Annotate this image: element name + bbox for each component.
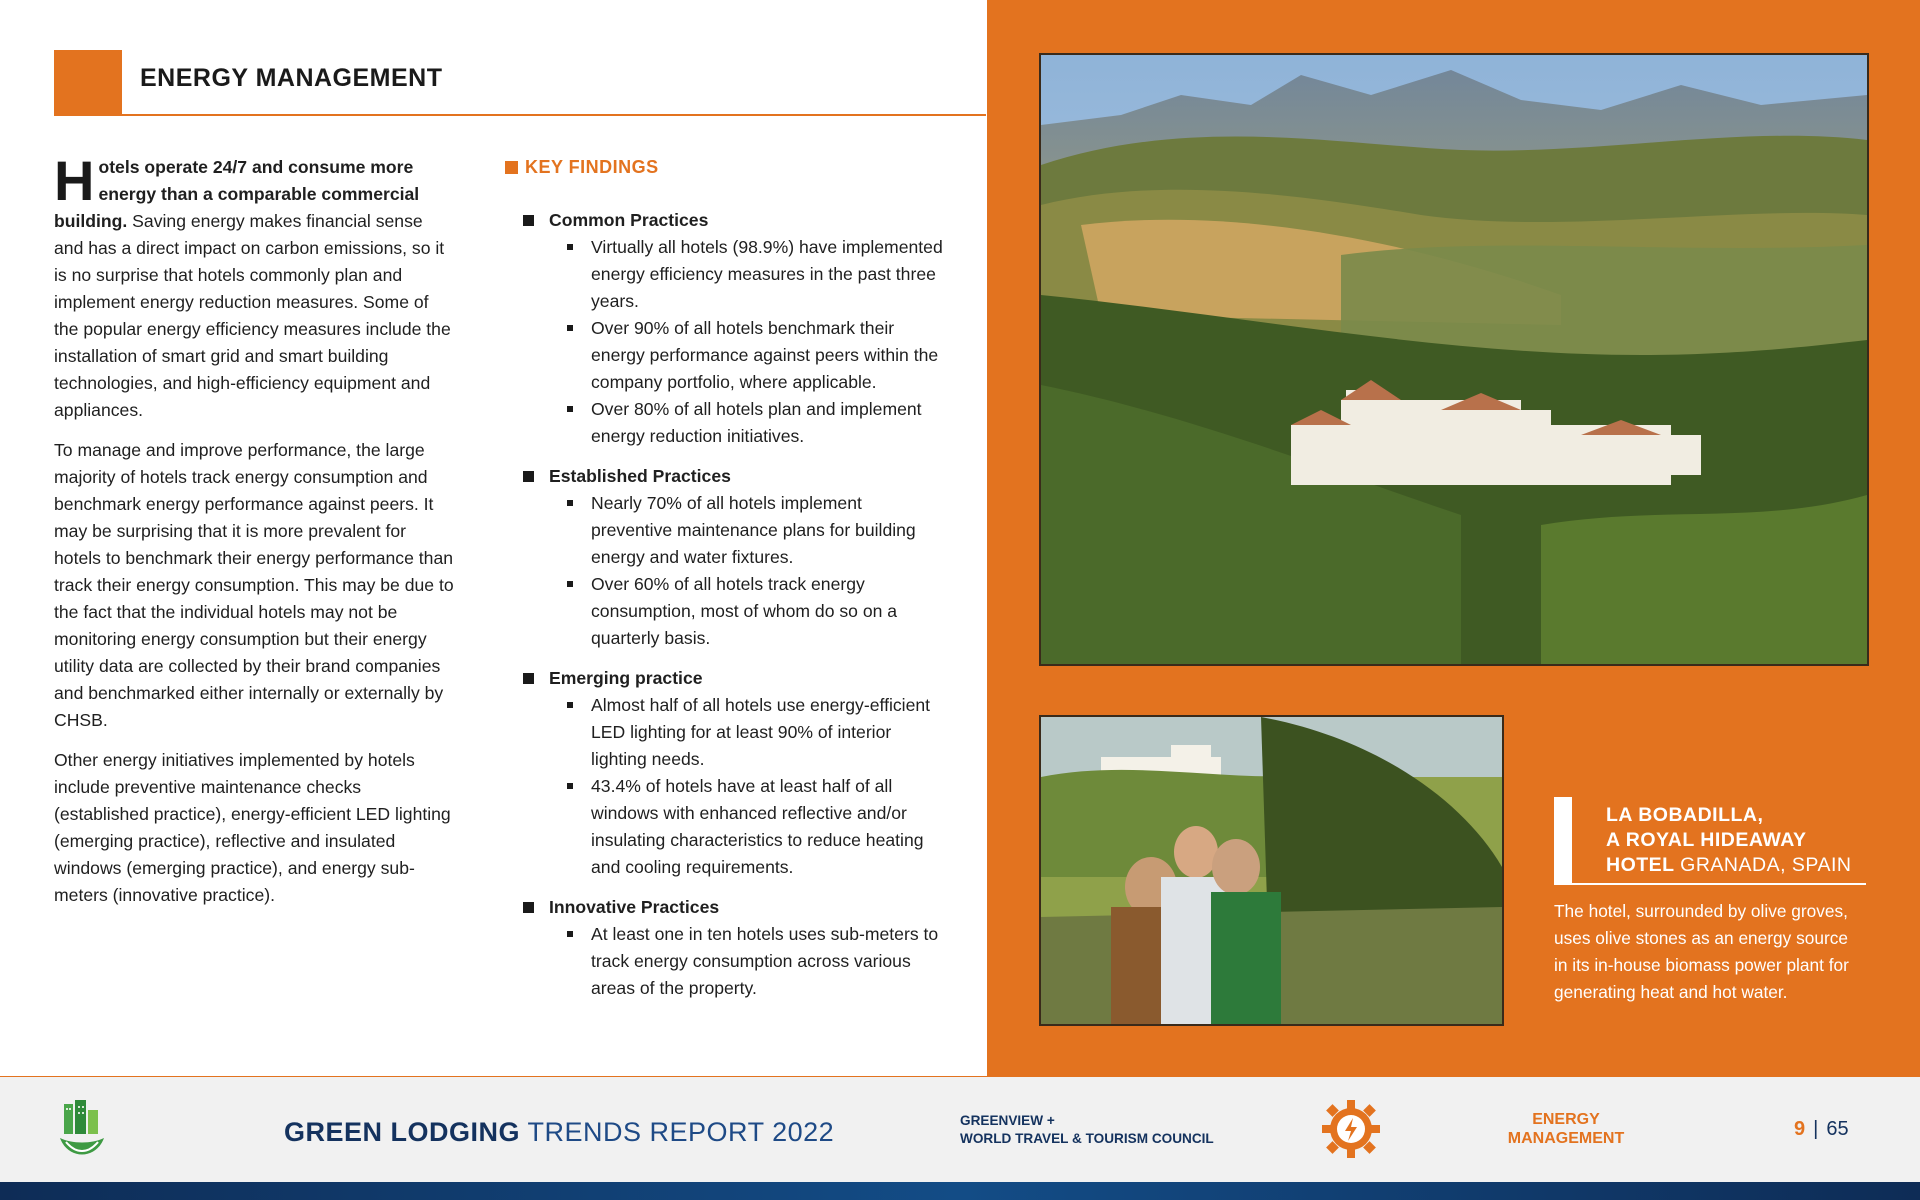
finding-item: Virtually all hotels (98.9%) have implemented energy efficiency measures in the past three years.: [565, 234, 945, 315]
lead-text: otels operate 24/7 and consume more energy than a comparable commercial building.: [54, 157, 420, 231]
caption-divider: [1554, 883, 1866, 885]
findings-bullets: [523, 921, 945, 1002]
paragraph-1-text: Saving energy makes financial sense and has a direct impact on carbon emissions, so it is no surprise that hotels commonly plan and implement energy reduction measures. Some of the popular energy efficiency measures include the installation of smart grid and smart building technologies, and high-efficiency equipment and appliances.: [54, 211, 451, 420]
findings-section-title: Innovative Practices: [549, 897, 720, 917]
drop-cap: H: [54, 149, 95, 212]
hotel-landscape-photo: [1039, 53, 1869, 666]
total-pages: 65: [1826, 1118, 1849, 1140]
key-findings-heading: [505, 154, 945, 181]
intro-column: [54, 149, 456, 922]
green-building-logo-icon: [58, 1098, 106, 1160]
intro-paragraph-3: Other energy initiatives implemented by hotels include preventive maintenance checks (established practice), energy-efficient LED lighting (emerging practice), reflective and insulated windows (emerging practice), and energy sub-meters (innovative practice).: [54, 750, 451, 905]
finding-item: Over 90% of all hotels benchmark their energy performance against peers within the company portfolio, where applicable.: [565, 315, 945, 396]
header-accent-square: [54, 50, 122, 114]
footer-strip: [0, 1182, 1920, 1200]
finding-item: Almost half of all hotels use energy-efficient LED lighting for at least 90% of interior lighting needs.: [565, 692, 945, 773]
energy-gear-icon: [1320, 1098, 1382, 1160]
caption-title: LA BOBADILLA, A ROYAL HIDEAWAY HOTEL GRANADA, SPAIN: [1606, 804, 1852, 876]
report-title: GREEN LODGING TRENDS REPORT 2022: [284, 1117, 835, 1147]
current-page: 9: [1794, 1118, 1806, 1140]
findings-bullets: [523, 490, 945, 652]
finding-item: Nearly 70% of all hotels implement preventive maintenance plans for building energy and water fixtures.: [565, 490, 945, 571]
partner-names: GREENVIEW + WORLD TRAVEL & TOURISM COUNCIL: [960, 1113, 1214, 1146]
orange-square-icon: [505, 161, 518, 174]
findings-section: [523, 894, 945, 1002]
findings-section: [523, 207, 945, 450]
key-findings-label: KEY FINDINGS: [525, 157, 659, 177]
findings-section-title: Emerging practice: [549, 668, 703, 688]
key-findings-column: [505, 154, 945, 1015]
footer-section-name: ENERGY MANAGEMENT: [1507, 1111, 1625, 1147]
findings-section: [523, 665, 945, 881]
findings-bullets: [523, 234, 945, 450]
finding-item: Over 60% of all hotels track energy consumption, most of whom do so on a quarterly basis.: [565, 571, 945, 652]
section-header: [54, 50, 986, 116]
finding-item: Over 80% of all hotels plan and implement energy reduction initiatives.: [565, 396, 945, 450]
caption-location: GRANADA, SPAIN: [1680, 854, 1852, 876]
square-bullet-icon: [523, 673, 534, 684]
square-bullet-icon: [523, 902, 534, 913]
page-title: ENERGY MANAGEMENT: [140, 64, 443, 92]
findings-section-title: Established Practices: [549, 466, 731, 486]
olive-grove-photo: [1039, 715, 1504, 1026]
findings-section-title: Common Practices: [549, 210, 709, 230]
caption-text: The hotel, surrounded by olive groves, uses olive stones as an energy source in its in-house biomass power plant for generating heat and hot water.: [1554, 901, 1849, 1002]
page-number: 9 | 65: [1794, 1118, 1849, 1140]
finding-item: 43.4% of hotels have at least half of all windows with enhanced reflective and/or insulating characteristics to reduce heating and cooling requirements.: [565, 773, 945, 881]
intro-paragraph-2: To manage and improve performance, the large majority of hotels track energy consumption and benchmark energy performance against peers. It may be surprising that it is more prevalent for hotels to benchmark their energy performance than track their energy consumption. This may be due to the fact that the individual hotels may not be monitoring energy consumption but their energy utility data are collected by their brand companies and benchmarked either internally or externally by CHSB.: [54, 440, 454, 730]
finding-item: At least one in ten hotels uses sub-meters to track energy consumption across various areas of the property.: [565, 921, 945, 1002]
findings-bullets: [523, 692, 945, 881]
findings-section: [523, 463, 945, 652]
caption-accent-bar: [1554, 797, 1572, 883]
intro-paragraph-1: [54, 149, 456, 424]
square-bullet-icon: [523, 215, 534, 226]
square-bullet-icon: [523, 471, 534, 482]
